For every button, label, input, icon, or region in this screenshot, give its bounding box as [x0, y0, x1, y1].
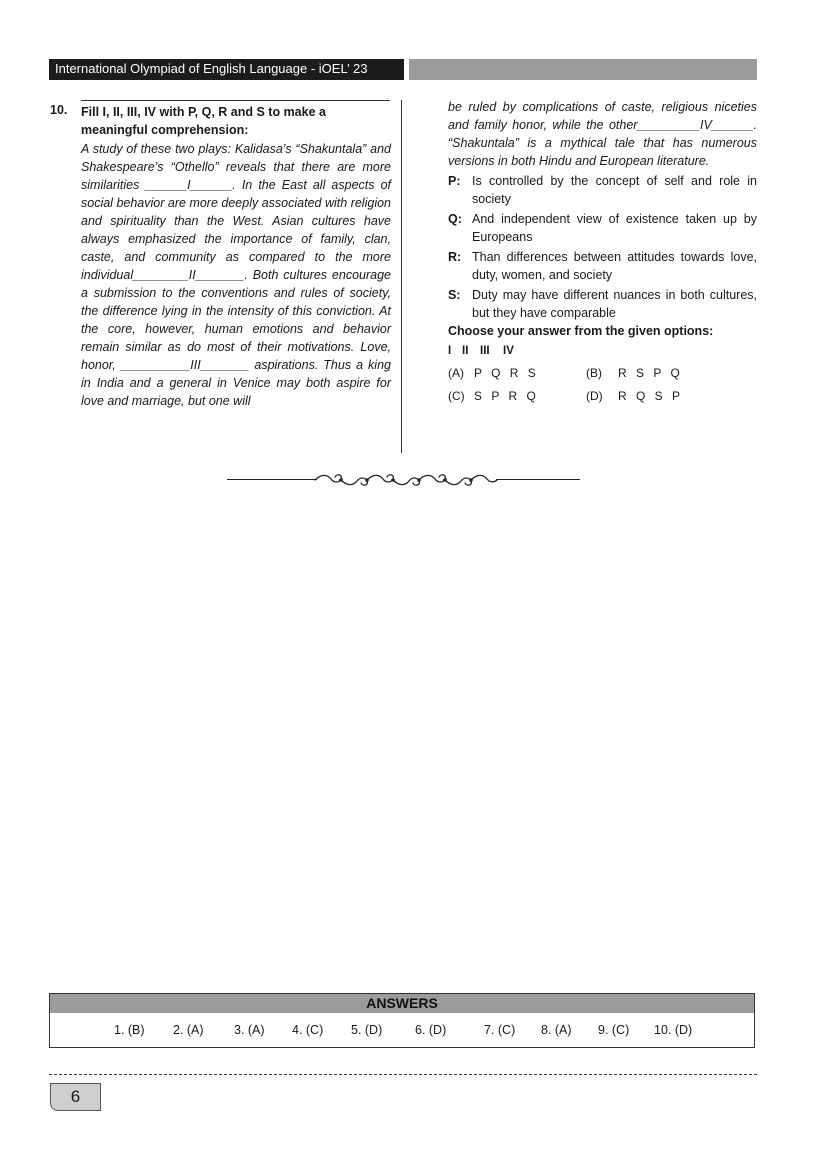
answer-key-item: 6. (D) — [415, 1023, 447, 1037]
page-number: 6 — [50, 1083, 101, 1111]
statement-key: S: — [448, 288, 461, 302]
ornament-flourish-icon — [313, 470, 499, 490]
answer-key-item: 5. (D) — [351, 1023, 383, 1037]
option-letter: (A) — [448, 366, 464, 380]
ornament-line-right — [496, 479, 580, 480]
question-number: 10. — [50, 103, 68, 117]
statement-key: R: — [448, 250, 462, 264]
answer-key-item: 8. (A) — [541, 1023, 572, 1037]
roman-header: II — [462, 345, 469, 357]
option-letter: (C) — [448, 389, 465, 403]
option-sequence: S P R Q — [474, 389, 539, 403]
answer-key-item: 9. (C) — [598, 1023, 630, 1037]
answer-key-item: 7. (C) — [484, 1023, 516, 1037]
answer-key-item: 1. (B) — [114, 1023, 145, 1037]
ornament-line-left — [227, 479, 317, 480]
roman-header: IV — [503, 345, 514, 357]
option-sequence: R Q S P — [618, 389, 684, 403]
header-accent-bar — [409, 59, 757, 80]
question-prompt: Fill I, II, III, IV with P, Q, R and S to make a meaningful comprehension: — [81, 105, 326, 137]
column-divider — [401, 100, 402, 453]
statement-text: Duty may have different nuances in both cultures, but they have comparable — [472, 288, 757, 320]
choose-instruction: Choose your answer from the given options: — [448, 324, 714, 338]
answers-title: ANSWERS — [50, 994, 754, 1013]
statement-key: P: — [448, 174, 461, 188]
answers-box — [49, 993, 755, 1048]
option-sequence: P Q R S — [474, 366, 539, 380]
question-top-rule — [81, 100, 390, 101]
option-letter: (B) — [586, 366, 602, 380]
answer-key-item: 2. (A) — [173, 1023, 204, 1037]
roman-header: I — [448, 345, 452, 357]
header-title: International Olympiad of English Language - iOEL’ 23 — [55, 61, 368, 76]
answer-option-a[interactable] — [448, 366, 539, 380]
option-sequence: R S P Q — [618, 366, 683, 380]
statement-text: And independent view of existence taken up by Europeans — [472, 212, 757, 244]
passage-right: be ruled by complications of caste, religious niceties and family honor, while the other_________IV______. “Shakuntala” is a mythical tale that has numerous versions in both Hindu and European literature. — [448, 100, 757, 168]
passage-left: A study of these two plays: Kalidasa’s “Shakuntala” and Shakespeare’s “Othello” reveals that there are more similarities ______I______. In the East all aspects of social behavior are more deeply associated with religion and spirituality than the West. Asian cultures have always emphasized the importance of family, clan, caste, and community as compared to the more individual________II_______. Both cultures encourage a submission to the conventions and rules of society, the difference lying in the intensity of this conviction. At the core, however, human emotions and behavior remain similar as do most of their motivations. Love, honor, __________III_______ aspirations. Thus a king in India and a general in Venice may both aspire for love and marriage, but one will — [81, 142, 391, 408]
footer-dashed-rule — [49, 1074, 757, 1075]
answer-option-b[interactable] — [586, 366, 683, 380]
statement-text: Than differences between attitudes towards love, duty, women, and society — [472, 250, 757, 282]
answer-key-item: 3. (A) — [234, 1023, 265, 1037]
roman-header: III — [480, 345, 490, 357]
option-letter: (D) — [586, 389, 603, 403]
answer-option-d[interactable] — [586, 389, 683, 403]
answer-key-item: 10. (D) — [654, 1023, 693, 1037]
answer-key-item: 4. (C) — [292, 1023, 324, 1037]
statement-key: Q: — [448, 212, 462, 226]
answer-option-c[interactable] — [448, 389, 539, 403]
header-bar — [49, 59, 404, 80]
statement-text: Is controlled by the concept of self and role in society — [472, 174, 757, 206]
